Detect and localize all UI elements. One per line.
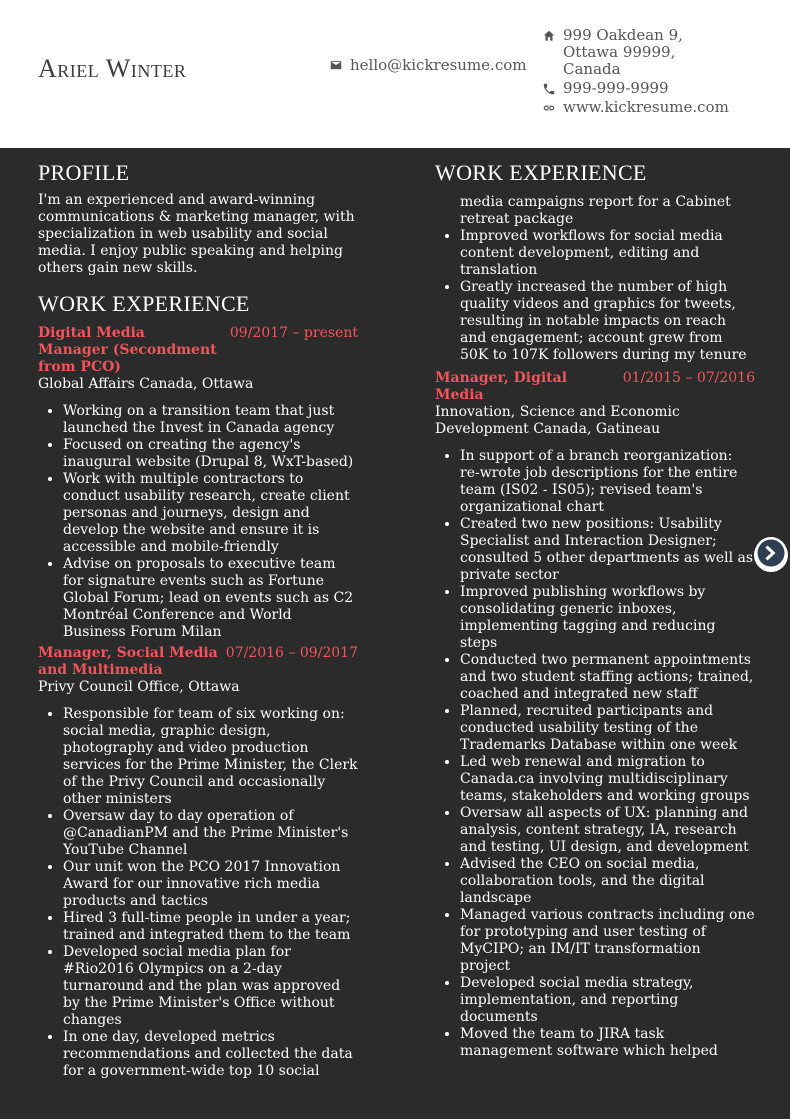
list-item: • Improved workflows for social media content development, editing and translation (460, 228, 755, 279)
profile-heading: PROFILE (38, 160, 130, 185)
list-item: media campaigns report for a Cabinet retreat package (460, 194, 731, 227)
address-text: 999 Oakdean 9, Ottawa 99999, Canada (563, 26, 683, 78)
job-title: Manager, Social Media and Multimedia (38, 645, 218, 678)
job-title: Digital Media Manager (Secondment from PCO) (38, 325, 217, 375)
job-header (38, 645, 358, 679)
home-icon (541, 28, 557, 44)
job-organization: Privy Council Office, Ottawa (38, 679, 240, 695)
continued-bullets (435, 228, 755, 364)
next-page-button[interactable] (754, 538, 788, 572)
list-item: • Hired 3 full-time people in under a year; trained and integrated them to the team (63, 910, 358, 944)
contact-email[interactable] (328, 56, 526, 74)
job-organization: Global Affairs Canada, Ottawa (38, 376, 254, 392)
list-item: • Conducted two permanent appointments and two student staffing actions; trained, coached and integrated new staff (460, 652, 755, 703)
list-item: • In support of a branch reorganization: re-wrote job descriptions for the entire team (IS02 - IS05); revised team's organizational chart (460, 448, 755, 516)
phone-text: 999-999-9999 (563, 79, 669, 97)
list-item: • Oversaw all aspects of UX: planning and analysis, content strategy, IA, research and testing, UI design, and development (460, 805, 755, 856)
profile-text: I'm an experienced and award-winning communications & marketing manager, with specialization in web usability and social media. I enjoy public speaking and helping others gain new skills. (38, 192, 355, 276)
list-item: • Moved the team to JIRA task management software which helped (460, 1026, 755, 1060)
job-title: Manager, Digital Media (435, 370, 568, 403)
continued-text (435, 194, 755, 228)
job-entry (435, 370, 755, 1060)
envelope-icon (328, 57, 344, 73)
resume-header (0, 0, 790, 148)
job-bullets (435, 448, 755, 1060)
chevron-right-icon (754, 536, 788, 574)
job-dates: 01/2015 – 07/2016 (622, 370, 755, 386)
list-item: • Working on a transition team that just launched the Invest in Canada agency (63, 403, 358, 437)
list-item: • Advise on proposals to executive team for signature events such as Fortune Global Forum; lead on events such as C2 Montréal Conference and World Business Forum Milan (63, 556, 358, 641)
list-item: • Focused on creating the agency's inaugural website (Drupal 8, WxT-based) (63, 437, 358, 471)
right-column (435, 160, 755, 1064)
job-bullets (38, 403, 358, 641)
website-text: www.kickresume.com (563, 98, 729, 116)
list-item: • Created two new positions: Usability Specialist and Interaction Designer; consulted 5 other departments as well as private sector (460, 516, 755, 584)
job-entry (38, 645, 358, 1080)
list-item: • Work with multiple contractors to conduct usability research, create client personas and journeys, design and develop the website and ensure it is accessible and mobile-friendly (63, 471, 358, 556)
job-dates: 09/2017 – present (229, 325, 358, 341)
list-item: • Planned, recruited participants and conducted usability testing of the Trademarks Database within one week (460, 703, 755, 754)
job-header (435, 370, 755, 404)
list-item: • Developed social media plan for #Rio2016 Olympics on a 2-day turnaround and the plan was approved by the Prime Minister's Office without changes (63, 944, 358, 1029)
phone-icon (541, 81, 557, 97)
list-item: • Our unit won the PCO 2017 Innovation Award for our innovative rich media products and tactics (63, 859, 358, 910)
list-item: • Developed social media strategy, implementation, and reporting documents (460, 975, 755, 1026)
job-dates: 07/2016 – 09/2017 (225, 645, 358, 661)
candidate-name: Ariel Winter (38, 54, 187, 83)
job-entry (38, 325, 358, 641)
job-organization: Innovation, Science and Economic Development Canada, Gatineau (435, 404, 680, 437)
work-experience-heading: WORK EXPERIENCE (38, 291, 250, 316)
email-text: hello@kickresume.com (350, 56, 527, 74)
contact-phone[interactable] (541, 80, 733, 97)
contact-details (541, 27, 733, 118)
contact-address (541, 27, 733, 78)
list-item: • In one day, developed metrics recommendations and collected the data for a government-wide top 10 social (63, 1029, 358, 1080)
list-item: • Greatly increased the number of high quality videos and graphics for tweets, resulting in notable impacts on reach and engagement; account grew from 50K to 107K followers during my tenure (460, 279, 755, 364)
work-experience-heading-continued: WORK EXPERIENCE (435, 160, 647, 185)
list-item: • Oversaw day to day operation of @CanadianPM and the Prime Minister's YouTube Channel (63, 808, 358, 859)
link-icon (541, 100, 557, 116)
list-item: • Managed various contracts including one for prototyping and user testing of MyCIPO; an IM/IT transformation project (460, 907, 755, 975)
left-column (38, 160, 358, 1084)
job-header (38, 325, 358, 376)
list-item: • Advised the CEO on social media, collaboration tools, and the digital landscape (460, 856, 755, 907)
job-bullets (38, 706, 358, 1080)
contact-website[interactable] (541, 99, 733, 116)
list-item: • Led web renewal and migration to Canada.ca involving multidisciplinary teams, stakeholders and working groups (460, 754, 755, 805)
list-item: • Improved publishing workflows by consolidating generic inboxes, implementing tagging and reducing steps (460, 584, 755, 652)
list-item: • Responsible for team of six working on: social media, graphic design, photography and video production services for the Prime Minister, the Clerk of the Privy Council and occasionally other ministers (63, 706, 358, 808)
